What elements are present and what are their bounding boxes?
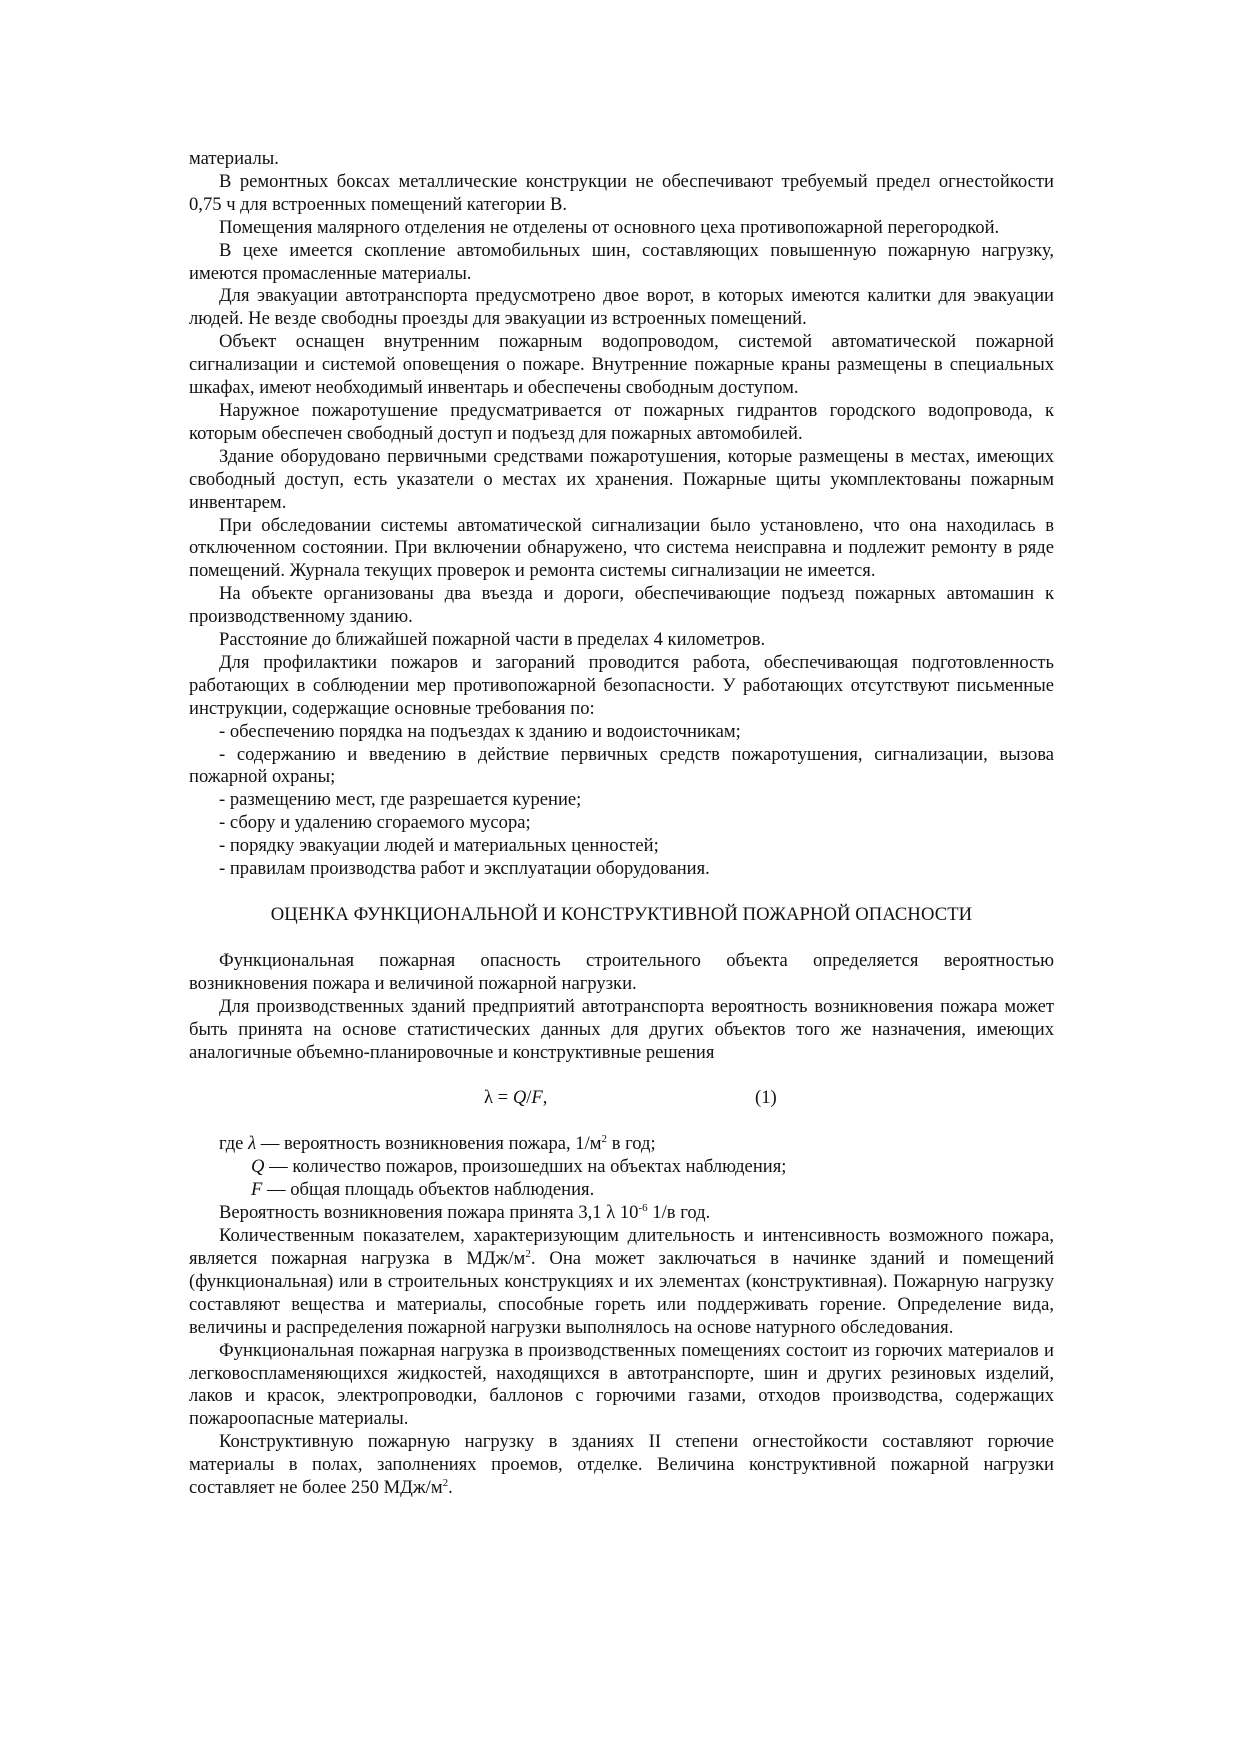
paragraph: Объект оснащен внутренним пожарным водопроводом, системой автоматической пожарной сигнализации и системой оповещения о пожаре. Внутренние пожарные краны размещены в специальных шкафах, имеют необходимый инвентарь и обеспечены свободным доступом. — [189, 331, 1054, 399]
definition-q: Q — количество пожаров, произошедших на объектах наблюдения; — [251, 1156, 787, 1178]
fire-load-paragraph: Количественным показателем, характеризующим длительность и интенсивность возможного пожара, является пожарная нагрузка в МДж/$м^2$. Она может заключаться в начинке зданий и помещений (функциональная) или в строительных конструкциях и их элементах (конструктивная). Пожарную нагрузку составляют вещества и материалы, способные гореть или поддерживать горение. Определение вида, величины и распределения пожарной нагрузки выполнялось на основе натурного обследования. — [189, 1225, 1054, 1338]
paragraph: Наружное пожаротушение предусматривается от пожарных гидрантов городского водопровода, к которым обеспечен свободный доступ и подъезд для пожарных автомобилей. — [189, 399, 1054, 444]
paragraph: Для производственных зданий предприятий автотранспорта вероятность возникновения пожара может быть принята на основе статистических данных для других объектов того же назначения, имеющих аналогичные объемно-планировочные и конструктивные решения — [189, 995, 1054, 1063]
top-section — [189, 148, 1054, 881]
paragraph: Расстояние до ближайшей пожарной части в пределах 4 километров. — [219, 629, 766, 651]
probability-paragraph: Вероятность возникновения пожара принята 3,1 λ $10^{-6}$ 1/в год. — [219, 1202, 711, 1224]
constructive-load-paragraph: Конструктивную пожарную нагрузку в зданиях II степени огнестойкости составляют горючие материалы в полах, заполнениях проемов, отделке. Величина конструктивной пожарной нагрузки составляет не более 250 МДж/$м^2$. — [189, 1431, 1054, 1499]
list-item: - правилам производства работ и эксплуатации оборудования. — [219, 858, 710, 880]
list-item: - порядку эвакуации людей и материальных ценностей; — [219, 835, 659, 857]
paragraph: В ремонтных боксах металлические конструкции не обеспечивают требуемый предел огнестойкости 0,75 ч для встроенных помещений категории В. — [189, 170, 1054, 215]
paragraph: В цехе имеется скопление автомобильных шин, составляющих повышенную пожарную нагрузку, имеются промасленные материалы. — [189, 239, 1054, 284]
paragraph: Функциональная пожарная опасность строительного объекта определяется вероятностью возникновения пожара и величиной пожарной нагрузки. — [189, 949, 1054, 994]
list-item: - сбору и удалению сгораемого мусора; — [219, 812, 531, 834]
list-item: - размещению мест, где разрешается курение; — [219, 789, 582, 811]
paragraph: При обследовании системы автоматической сигнализации было установлено, что она находилась в отключенном состоянии. При включении обнаружено, что система неисправна и подлежит ремонту в ряде помещений. Журнала текущих проверок и ремонта системы сигнализации не имеется. — [189, 514, 1054, 582]
paragraph: Здание оборудовано первичными средствами пожаротушения, которые размещены в местах, имеющих свободный доступ, есть указатели о местах их хранения. Пожарные щиты укомплектованы пожарным инвентарем. — [189, 445, 1054, 513]
formula — [189, 1087, 1054, 1110]
paragraph: Помещения малярного отделения не отделены от основного цеха противопожарной перегородкой. — [219, 216, 1000, 238]
lambda-symbol: λ — [484, 1087, 494, 1109]
paragraph: Для профилактики пожаров и загораний проводится работа, обеспечивающая подготовленность работающих в соблюдении мер противопожарной безопасности. У работающих отсутствуют письменные инструкции, содержащие основные требования по: — [189, 651, 1054, 719]
formula-expression: λ = Q/F, — [484, 1087, 548, 1109]
document-page — [189, 148, 1054, 1500]
list-item: - содержанию и введению в действие первичных средств пожаротушения, сигнализации, вызова пожарной охраны; — [189, 743, 1054, 788]
paragraph: материалы. — [189, 148, 279, 169]
definition-f: F — общая площадь объектов наблюдения. — [251, 1179, 595, 1201]
functional-load-paragraph: Функциональная пожарная нагрузка в производственных помещениях состоит из горючих материалов и легковоспламеняющихся жидкостей, находящихся в автотранспорте, шин и других резиновых изделий, лаков и красок, электропроводки, баллонов с горючими газами, отходов производства, содержащих пожароопасные материалы. — [189, 1339, 1054, 1430]
formula-number: (1) — [755, 1087, 777, 1109]
section-heading: ОЦЕНКА ФУНКЦИОНАЛЬНОЙ И КОНСТРУКТИВНОЙ ПОЖАРНОЙ ОПАСНОСТИ — [270, 904, 973, 925]
list-item: - обеспечению порядка на подъездах к зданию и водоисточникам; — [219, 720, 741, 742]
definition-lambda: где λ — вероятность возникновения пожара, $1/м^2$ в год; — [219, 1133, 656, 1155]
paragraph: Для эвакуации автотранспорта предусмотрено двое ворот, в которых имеются калитки для эвакуации людей. Не везде свободны проезды для эвакуации из встроенных помещений. — [189, 285, 1054, 330]
paragraph: На объекте организованы два въезда и дороги, обеспечивающие подъезд пожарных автомашин к производственному зданию. — [189, 583, 1054, 628]
